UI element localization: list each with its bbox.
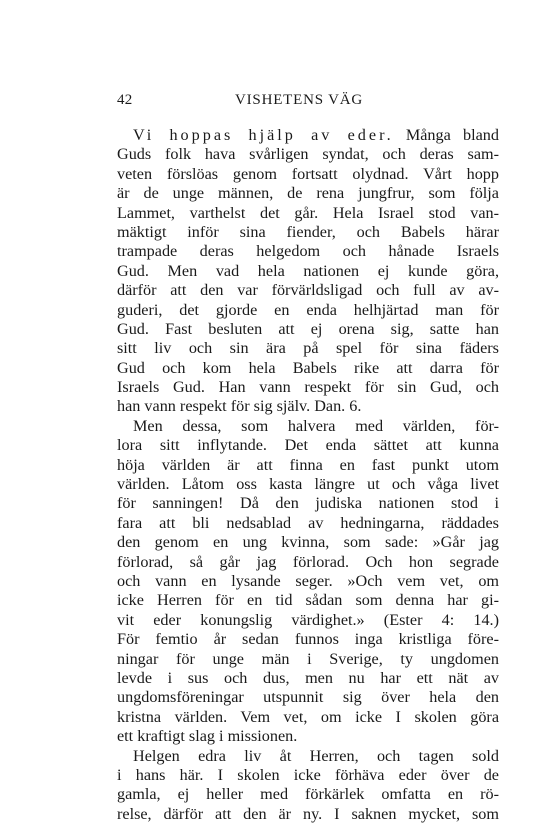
text-line: för sanningen! Då den judiska nationen stod i	[117, 494, 499, 513]
text-line: Lammet, varthelst det går. Hela Israel stod van-	[117, 203, 499, 222]
text-line: gamla, ej heller med förkärlek omfatta en rö-	[117, 785, 499, 804]
text-line: Israels Gud. Han vann respekt för sin Gud, och	[117, 378, 499, 397]
text-line: Gud och kom hela Babels rike att darra för	[117, 358, 499, 377]
text-line: han vann respekt för sig själv. Dan. 6.	[117, 397, 362, 416]
text-line: ningar för unge män i Sverige, ty ungdomen	[117, 649, 499, 668]
text-line: världen. Låtom oss kasta längre ut och våga livet	[117, 475, 499, 494]
text-line: Gud. Men vad hela nationen ej kunde göra,	[117, 261, 499, 280]
text-line: den genom en ung kvinna, som sade: »Går jag	[117, 533, 499, 552]
text-line: Gud. Fast besluten att ej orena sig, satte han	[117, 319, 499, 338]
text-line: därför att den var förvärldsligad och full av av-	[117, 281, 499, 300]
text-line: ungdomsföreningar utspunnit sig över hela den	[117, 688, 499, 707]
running-title: VISHETENS VÄG	[235, 92, 364, 108]
text-line: Vi hoppas hjälp av eder. Många bland	[133, 126, 499, 144]
text-line: mäktigt inför sina fiender, och Babels härar	[117, 222, 499, 241]
running-head	[117, 92, 499, 112]
text-line: Helgen edra liv åt Herren, och tagen sold	[133, 746, 499, 765]
text-line: Guds folk hava svårligen syndat, och deras sam-	[117, 145, 499, 164]
text-line: sitt liv och sin ära på spel för sina fäders	[117, 339, 499, 358]
text-line: fara att bli nedsablad av hedningarna, räddades	[117, 513, 499, 532]
text-line: i hans här. I skolen icke förhäva eder över de	[117, 765, 499, 784]
text-line: vit eder konungslig värdighet.» (Ester 4: 14.)	[117, 610, 499, 629]
text-line: förlorad, så går jag förlorad. Och hon segrade	[117, 552, 499, 571]
text-line: relse, därför att den är ny. I saknen mycket, som	[117, 804, 499, 823]
text-line: höja världen är att finna en fast punkt utom	[117, 455, 499, 474]
text-line: Men dessa, som halvera med världen, för-	[133, 416, 499, 435]
text-line: lora sitt inflytande. Det enda sättet att kunna	[117, 436, 499, 455]
text-line: För femtio år sedan funnos inga kristliga före-	[117, 630, 499, 649]
text-line: guderi, det gjorde en enda helhjärtad man för	[117, 300, 499, 319]
text-line: veten förslöas genom fortsatt olydnad. Vårt hopp	[117, 164, 499, 183]
body-text	[117, 126, 499, 824]
text-line: trampade deras helgedom och hånade Israels	[117, 242, 499, 261]
text-line: ett kraftigt slag i missionen.	[117, 727, 298, 746]
text-line: och vann en lysande seger. »Och vem vet, om	[117, 571, 499, 590]
text-line: kristna världen. Vem vet, om icke I skolen göra	[117, 707, 499, 726]
page-number: 42	[117, 92, 133, 108]
text-line: är de unge männen, de rena jungfrur, som följa	[117, 184, 499, 203]
text-line: levde i sus och dus, men nu har ett nät av	[117, 668, 499, 687]
text-line: icke Herren för en tid sådan som denna har gi-	[117, 591, 499, 610]
